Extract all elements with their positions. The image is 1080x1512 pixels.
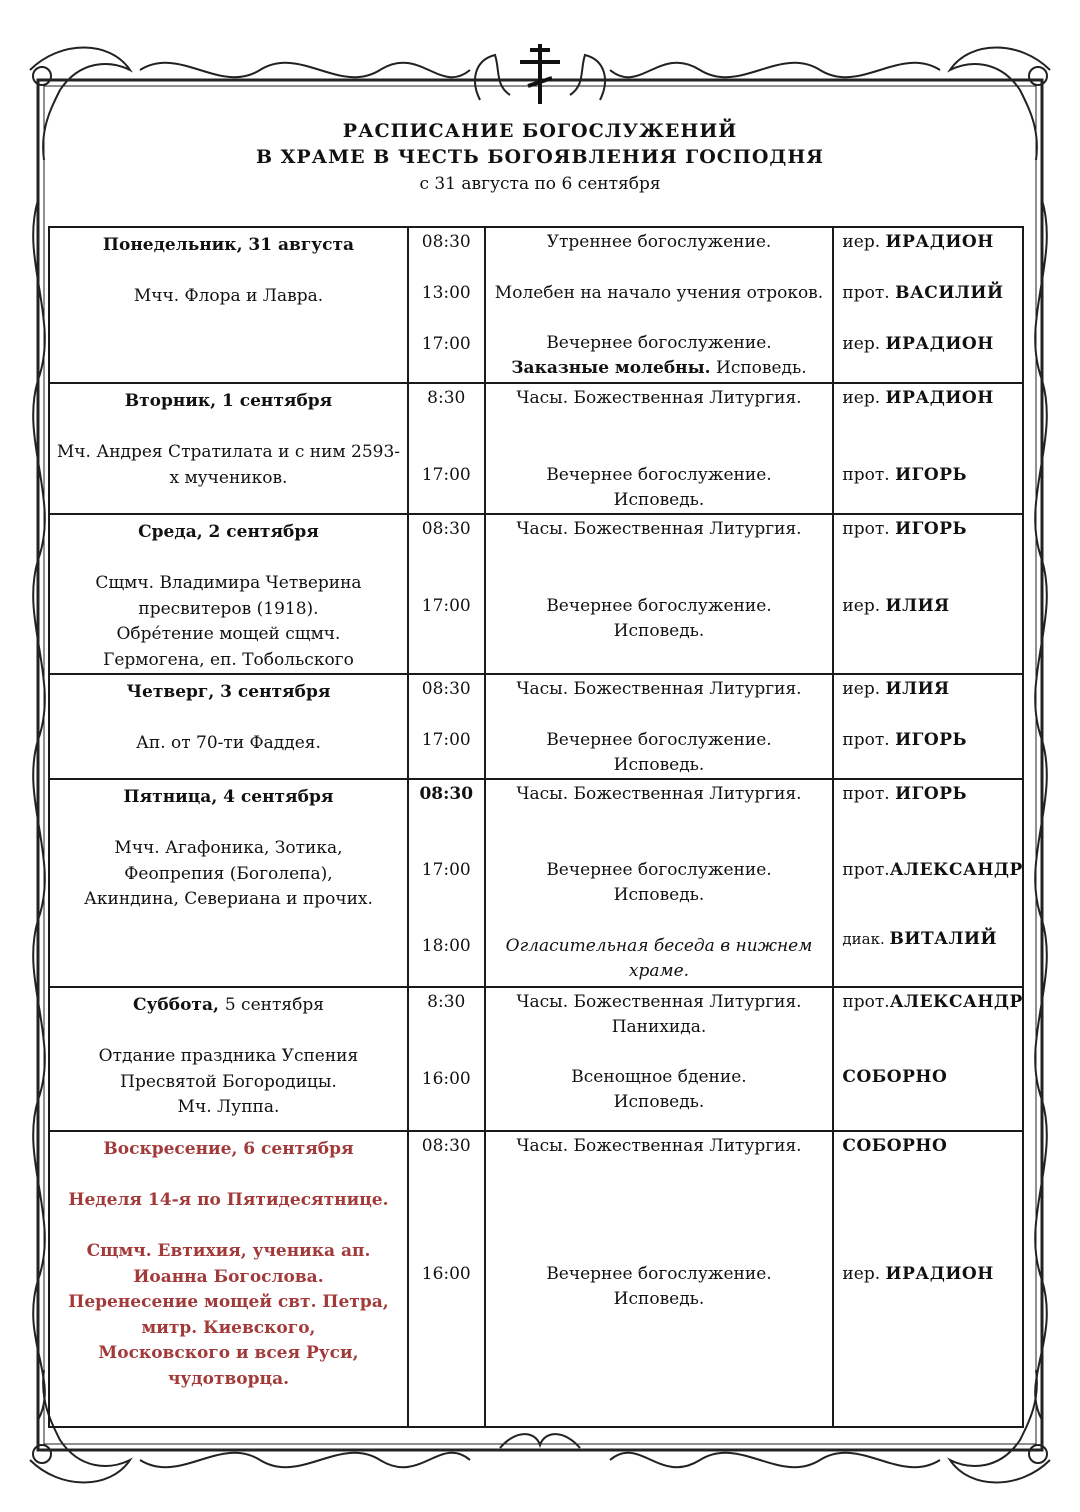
cleric [834, 594, 1022, 619]
service-cell [485, 987, 834, 1131]
table-row [49, 987, 1023, 1131]
cleric [834, 517, 1022, 542]
table-row [49, 674, 1023, 779]
feast-text [50, 571, 407, 673]
day-name: Пятница, 4 сентября [123, 787, 334, 807]
service-main: Вечернее богослужение. [546, 333, 772, 353]
cleric [834, 858, 1022, 883]
cleric-name: ВИТАЛИЙ [889, 929, 998, 949]
cleric-title: прот. [842, 784, 890, 804]
service-cell [485, 514, 834, 674]
table-row [49, 779, 1023, 987]
cleric-name: ИРАДИОН [885, 334, 994, 354]
cleric [834, 1262, 1022, 1287]
feast-line: Акиндина, Севериана и прочих. [84, 889, 373, 909]
feast-line: Обре́тение мощей сщмч. [116, 624, 341, 644]
title-line-2: В ХРАМЕ В ЧЕСТЬ БОГОЯВЛЕНИЯ ГОСПОДНЯ [255, 146, 825, 168]
day-cell [49, 383, 408, 514]
service-time: 17:00 [421, 465, 471, 485]
feast-line: Иоанна Богослова. [133, 1266, 324, 1287]
schedule-table [48, 226, 1024, 1428]
cleric [834, 728, 1022, 753]
time-cell [408, 227, 485, 383]
service-time: 08:30 [421, 232, 471, 252]
day-name-rest: 5 сентября [224, 995, 324, 1015]
service-name: Вечернее богослужение. Исповедь. [546, 1264, 772, 1309]
service-time: 8:30 [427, 992, 466, 1012]
cleric-name: СОБОРНО [842, 1136, 948, 1156]
service-time: 18:00 [421, 936, 471, 956]
feast-line: Сщмч. Евтихия, ученика ап. [86, 1241, 371, 1261]
cross-icon [520, 44, 560, 104]
feast-line: Перенесение мощей свт. Петра, [68, 1292, 389, 1312]
feast-line: Мч. Луппа. [177, 1097, 280, 1117]
service-name: Часы. Божественная Литургия. [516, 1136, 802, 1156]
day-name: Воскресение, 6 сентября [103, 1139, 354, 1159]
cleric-cell [833, 383, 1023, 514]
feast-line: Феопрепия (Боголепа), [124, 863, 333, 884]
service-time: 8:30 [427, 388, 466, 408]
service-name: Всенощное бдение. Исповедь. [571, 1067, 747, 1112]
day-name: Вторник, 1 сентября [124, 391, 333, 411]
cleric-title: иер. [842, 1264, 881, 1284]
week-name: Неделя 14-я по Пятидесятнице. [68, 1190, 389, 1210]
service-name: Молебен на начало учения отроков. [494, 283, 824, 303]
cleric-title: иер. [842, 596, 881, 616]
feast-line: чудотворца. [167, 1368, 289, 1389]
service-name: Огласительная беседа в нижнем храме. [505, 936, 813, 981]
cleric-name: ИГОРЬ [895, 519, 968, 539]
cleric-name: ИЛИЯ [885, 679, 950, 699]
cleric-title: прот. [842, 465, 890, 485]
cleric-name: ИРАДИОН [885, 388, 994, 408]
feast-line: Мчч. Агафоника, Зотика, [114, 838, 343, 858]
day-name [50, 993, 407, 1018]
day-cell [49, 779, 408, 987]
feast-line: Пресвятой Богородицы. [120, 1071, 337, 1092]
service-name: Вечернее богослужение. Исповедь. [546, 465, 772, 510]
service-name [486, 331, 833, 381]
cleric-cell [833, 227, 1023, 383]
cleric-title: прот. [842, 283, 890, 303]
cleric-name: ИЛИЯ [885, 596, 950, 616]
service-name: Вечернее богослужение. Исповедь. [546, 730, 772, 775]
time-cell [408, 779, 485, 987]
table-row [49, 514, 1023, 674]
day-cell [49, 1131, 408, 1427]
feast-line: митр. Киевского, [141, 1317, 316, 1338]
cleric-title: иер. [842, 334, 881, 354]
table-row [49, 383, 1023, 514]
service-time: 13:00 [421, 283, 471, 303]
cleric-cell [833, 987, 1023, 1131]
cleric-name: СОБОРНО [842, 1067, 948, 1087]
cleric-title: прот. [842, 730, 890, 750]
page-header [0, 118, 1080, 196]
service-time: 17:00 [421, 596, 471, 616]
service-cell [485, 383, 834, 514]
service-bold: Заказные молебны. [511, 358, 711, 378]
time-cell [408, 987, 485, 1131]
feast-line: Отдание праздника Успения [98, 1046, 359, 1066]
service-time: 17:00 [421, 860, 471, 880]
cleric-name: ИГОРЬ [895, 730, 968, 750]
service-name: Часы. Божественная Литургия. [516, 519, 802, 539]
cleric-name: ИРАДИОН [885, 232, 994, 252]
service-name: Вечернее богослужение. Исповедь. [546, 596, 772, 641]
service-tail: Исповедь. [716, 358, 807, 378]
feast-line: пресвитеров (1918). [138, 598, 319, 619]
feast-line: Московского и всея Руси, [98, 1343, 359, 1363]
cleric-title: прот. [842, 860, 890, 880]
cleric-name: АЛЕКСАНДР [889, 992, 1023, 1012]
cleric-title: диак. [842, 930, 885, 948]
cleric-name: ИРАДИОН [885, 1264, 994, 1284]
feast-text [50, 1239, 407, 1392]
feast-text [50, 1044, 407, 1121]
service-name: Утреннее богослужение. [546, 232, 772, 252]
date-range: с 31 августа по 6 сентября [419, 174, 661, 194]
service-time: 08:30 [421, 519, 471, 539]
cleric-name: ИГОРЬ [895, 784, 968, 804]
day-cell [49, 987, 408, 1131]
feast-text: Мч. Андрея Стратилата и с ним 2593-х мучеников. [56, 442, 401, 488]
time-cell [408, 383, 485, 514]
service-time: 16:00 [421, 1069, 471, 1089]
cleric-title: прот. [842, 992, 890, 1012]
cleric [834, 386, 1022, 411]
cleric-cell [833, 674, 1023, 779]
service-time: 17:00 [421, 730, 471, 750]
time-cell [408, 1131, 485, 1427]
time-cell [408, 674, 485, 779]
cleric-name: АЛЕКСАНДР [889, 860, 1023, 880]
cleric [834, 990, 1022, 1015]
cleric [834, 782, 1022, 807]
cleric [834, 332, 1022, 357]
cleric [834, 281, 1022, 306]
cleric-cell [833, 779, 1023, 987]
table-row [49, 227, 1023, 383]
feast-line: Гермогена, еп. Тобольского [103, 649, 354, 670]
service-cell [485, 227, 834, 383]
feast-line: Сщмч. Владимира Четверина [95, 573, 362, 593]
cleric-title: иер. [842, 232, 881, 252]
feast-text: Ап. от 70-ти Фаддея. [135, 733, 321, 753]
table-row [49, 1131, 1023, 1427]
cleric [834, 677, 1022, 702]
day-name: Четверг, 3 сентября [126, 682, 331, 702]
cleric [834, 927, 1022, 952]
day-cell [49, 674, 408, 779]
feast-text: Мчч. Флора и Лавра. [133, 286, 324, 306]
service-time: 17:00 [421, 334, 471, 354]
cleric [834, 230, 1022, 255]
day-name-bold: Суббота, [133, 995, 219, 1015]
service-name: Часы. Божественная Литургия. Панихида. [516, 992, 802, 1037]
cleric [834, 463, 1022, 488]
service-name: Часы. Божественная Литургия. [516, 784, 802, 804]
service-time: 08:30 [419, 784, 474, 804]
service-time: 08:30 [421, 679, 471, 699]
cleric-name: ИГОРЬ [895, 465, 968, 485]
cleric-title: иер. [842, 388, 881, 408]
service-cell [485, 674, 834, 779]
day-name: Среда, 2 сентября [138, 522, 319, 542]
cleric-name: ВАСИЛИЙ [895, 283, 1004, 303]
feast-text [50, 836, 407, 913]
cleric-title: прот. [842, 519, 890, 539]
cleric-title: иер. [842, 679, 881, 699]
day-name: Понедельник, 31 августа [102, 235, 355, 255]
time-cell [408, 514, 485, 674]
service-name: Часы. Божественная Литургия. [516, 388, 802, 408]
cleric-cell [833, 514, 1023, 674]
title-line-1: РАСПИСАНИЕ БОГОСЛУЖЕНИЙ [342, 120, 738, 142]
service-time: 08:30 [421, 1136, 471, 1156]
service-cell [485, 779, 834, 987]
service-name: Часы. Божественная Литургия. [516, 679, 802, 699]
service-time: 16:00 [421, 1264, 471, 1284]
cleric-cell [833, 1131, 1023, 1427]
service-cell [485, 1131, 834, 1427]
service-name: Вечернее богослужение. Исповедь. [546, 860, 772, 905]
day-cell [49, 227, 408, 383]
day-cell [49, 514, 408, 674]
